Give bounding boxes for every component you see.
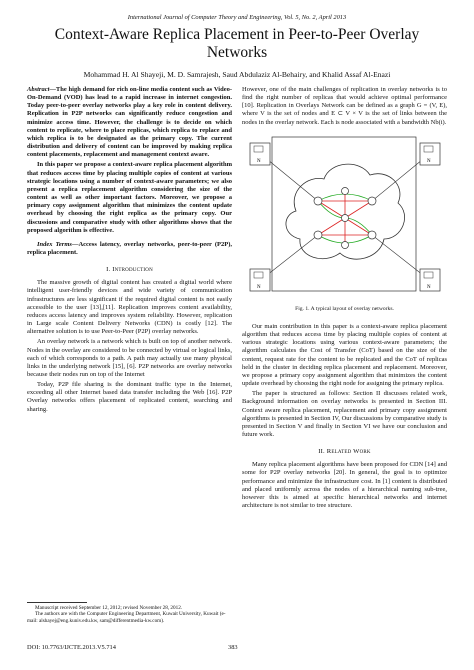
peer-node-bottom-right [420,269,440,291]
intro-paragraph-2: An overlay network is a network which is built on top of another network. Nodes in the overlay are considered to be connected by virtual or logical links, each of which corresponds to a path. A path may actually use many physical links in the underlying network [15], [6]. P2P networks are overlay networks because their nodes run on top of the Internet [27,338,232,378]
abstract [27,86,232,159]
computer-icon [424,272,433,278]
related-work-paragraph-1: Many replica placement algorithms have been proposed for CDN [14] and some for P2P overlay networks [20]. In general, the goal is to optimize performance and minimize the infrastructure cost. In [1] content is distributed and placed uniformly across the nodes of a hierarchical naming sub-tree, however this is aimed at specific hierarchical networks and internet architecture is not similar to tree structure. [242,461,447,510]
footnote-rule [27,602,87,603]
link-line [372,235,428,279]
router-icon [368,231,376,239]
computer-icon [254,146,263,152]
index-terms-lead: Index Terms [37,240,72,248]
section-heading-related-work [242,448,447,456]
node-label: N [257,284,261,290]
figure-caption: Fig. 1. A typical layout of overlay networks. [295,305,394,312]
journal-header: International Journal of Computer Theory and Engineering, Vol. 5, No. 2, April 2013 [127,14,347,21]
router-icon [342,241,349,248]
section-number: II. [318,448,327,456]
paper-title: Context-Aware Replica Placement in Peer-to-Peer Overlay Networks [54,26,420,61]
footnote-received: Manuscript received September 12, 2012; revised November 28, 2012. [35,605,183,611]
link-line [262,235,318,279]
node-label: N [427,158,431,164]
section-heading-introduction [27,266,232,274]
overlay-network-diagram [248,131,442,301]
right-paragraph-2: Our main contribution in this paper is a context-aware replica placement algorithm that reduces access time by placing multiple copies of content at various strategic locations using various context-aware parameters; the algorithm calculates the Cost of Transfer (CoT) based on the size of the content, request rate for the content to be replicated and the CoT of replicas held in the cluster in deciding replica placement and replacement. Moreover, we propose a primary copy assignment algorithm that minimizes the content update overhead by choosing the right node for assigning the primary replica. [242,322,447,388]
intro-paragraph-1: The massive growth of digital content has created a digital world where intelligent user-friendly devices and wide variety of communication infrastructures are less significant if the required digital content is not easily accessible to the user [13],[11]. Replication improves content availability, reduces access latency and improves system reliability. However, replication in Large scale Content Delivery Networks (CDN) is costly [12]. The alternative solution is to use Peer-to-Peer (P2P) overlay networks. [27,279,232,336]
page-number: 383 [228,644,238,651]
router-icon [314,231,322,239]
footer-doi: DOI: 10.7763/IJCTE.2013.V5.714 [27,644,116,651]
node-label: N [257,158,261,164]
footnotes [27,602,232,624]
left-column [27,86,232,416]
abstract-text-1: —The high demand for rich on-line media content such as Video-On-Demand (VOD) has lead to a rapid increase in internet congestion. Today peer-to-peer overlay networks play a key role in content delivery. Replication in P2P networks can significantly reduce congestion and minimize access time. However, the challenge is to decide on which content to replicate, where to place replicas, which replica to replace and which replica is to be designated as the primary copy. The current distribution and delivery of content can be improved by making replica content placements, replacement and management context aware. [27,86,232,159]
peer-node-top-right [420,143,440,165]
intro-paragraph-3: Today, P2P file sharing is the dominant traffic type in the Internet, exceeding all other Internet based data transfer including the Web [16]. P2P Overlay networks offers placement of replicated content, searching and sharing. [27,381,232,413]
figure-overlay-network [242,131,447,303]
right-paragraph-1: However, one of the main challenges of replication in overlay networks is to find the right number of replicas that would achieve optimal performance [10]. Replication in Overlays Network can be defined as a graph G = (V, E), where V is the set of nodes and E ⊂ V × V is the set of links between the nodes in the overlay network. Each is node associated with a bandwidth Nb(i). [242,86,447,126]
peer-node-top-left [250,143,270,165]
abstract-text-2: In this paper we propose a context-aware replica placement algorithm that reduces access time by placing multiple copies of content at various strategic locations using a number of context-aware parameters; we also present a replica replacement algorithm considering the size of the content as well as other important factors. Moreover, we propose a primary copy assignment algorithm that minimizes the content update overhead by choosing the right replica as the primary copy. Our discussions and comparative study with other algorithms shows that the proposed algorithm is effective. [27,161,232,234]
computer-icon [424,146,433,152]
node-label: N [427,284,431,290]
index-terms [27,241,232,257]
computer-icon [254,272,263,278]
peer-node-bottom-left [250,269,270,291]
abstract-lead: Abstract [27,86,50,93]
router-icon [342,214,349,221]
router-icon [342,187,349,194]
router-icon [314,197,322,205]
section-title: Related Work [326,448,371,456]
index-terms-text: —Access latency, overlay networks, peer-to-peer (P2P), replica placement. [27,240,232,256]
section-title: Introduction [112,266,153,274]
paper-authors: Mohammad H. Al Shayeji, M. D. Samrajesh, Saud Abdulaziz Al-Behairy, and Khalid Assaf Al-Enazi [83,70,391,79]
right-column [242,86,447,512]
overlay-boundary [272,137,416,291]
link-line [262,155,318,201]
footnote-affiliation: The authors are with the Computer Engineering Department, Kuwait University, Kuwait (e-mail: alshayej@eng.kuniv.edu.kw, sam@differentmedia-kw.com). [27,611,226,624]
router-icon [368,197,376,205]
section-number: I. [106,266,113,274]
right-paragraph-3: The paper is structured as follows: Section II discusses related work, Background information on overlay networks is presented in Section III. Context aware replica placement, replacement and primary copy assignment algorithms is presented in Section IV, Our discussions by comparative study is presented in Section V and finally in Section VI we have our conclusion and future work. [242,390,447,438]
